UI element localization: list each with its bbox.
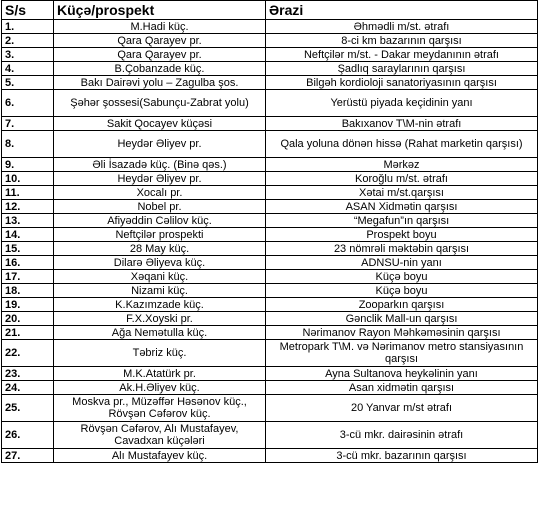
header-row bbox=[2, 1, 538, 20]
row-street: Rövşən Cəfərov, Alı Mustafayev, Cavadxan küçələri bbox=[54, 422, 266, 449]
table-row bbox=[2, 284, 538, 298]
row-number: 12. bbox=[2, 200, 54, 214]
row-area: Küçə boyu bbox=[266, 270, 538, 284]
row-number: 20. bbox=[2, 312, 54, 326]
table-row bbox=[2, 340, 538, 367]
header-street: Küçə/prospekt bbox=[54, 1, 266, 20]
row-street: Qara Qarayev pr. bbox=[54, 34, 266, 48]
row-area: Gənclik Mall-un qarşısı bbox=[266, 312, 538, 326]
row-street: M.K.Atatürk pr. bbox=[54, 367, 266, 381]
table-row bbox=[2, 381, 538, 395]
table-row bbox=[2, 48, 538, 62]
row-area: Neftçilər m/st. - Dakar meydanının ətrafı bbox=[266, 48, 538, 62]
row-number: 23. bbox=[2, 367, 54, 381]
table-row bbox=[2, 200, 538, 214]
row-number: 22. bbox=[2, 340, 54, 367]
row-street: Heydər Əliyev pr. bbox=[54, 131, 266, 158]
table-body bbox=[2, 20, 538, 463]
row-street: Alı Mustafayev küç. bbox=[54, 449, 266, 463]
row-street: Dilarə Əliyeva küç. bbox=[54, 256, 266, 270]
row-number: 6. bbox=[2, 90, 54, 117]
row-number: 21. bbox=[2, 326, 54, 340]
table-row bbox=[2, 90, 538, 117]
table-row bbox=[2, 270, 538, 284]
row-street: Qara Qarayev pr. bbox=[54, 48, 266, 62]
row-area: Şadlıq saraylarının qarşısı bbox=[266, 62, 538, 76]
row-street: Təbriz küç. bbox=[54, 340, 266, 367]
row-street: Əli İsazadə küç. (Binə qəs.) bbox=[54, 158, 266, 172]
table-row bbox=[2, 256, 538, 270]
row-street: Ağa Nemətulla küç. bbox=[54, 326, 266, 340]
row-area: Prospekt boyu bbox=[266, 228, 538, 242]
row-area: Zooparkın qarşısı bbox=[266, 298, 538, 312]
table-row bbox=[2, 172, 538, 186]
row-number: 11. bbox=[2, 186, 54, 200]
row-area: 3-cü mkr. bazarının qarşısı bbox=[266, 449, 538, 463]
row-area: Ayna Sultanova heykəlinin yanı bbox=[266, 367, 538, 381]
row-area: 20 Yanvar m/st ətrafı bbox=[266, 395, 538, 422]
row-area: Asan xidmətin qarşısı bbox=[266, 381, 538, 395]
table-row bbox=[2, 449, 538, 463]
table-row bbox=[2, 34, 538, 48]
row-area: Əhmədli m/st. ətrafı bbox=[266, 20, 538, 34]
row-number: 14. bbox=[2, 228, 54, 242]
row-area: Bilgəh kordioloji sanatoriyasının qarşısı bbox=[266, 76, 538, 90]
row-street: Neftçilər prospekti bbox=[54, 228, 266, 242]
row-number: 10. bbox=[2, 172, 54, 186]
row-street: Nizami küç. bbox=[54, 284, 266, 298]
row-area: Qala yoluna dönən hissə (Rahat marketin qarşısı) bbox=[266, 131, 538, 158]
row-street: Bakı Dairəvi yolu – Zagulba şos. bbox=[54, 76, 266, 90]
header-area: Ərazi bbox=[266, 1, 538, 20]
table-row bbox=[2, 186, 538, 200]
row-number: 26. bbox=[2, 422, 54, 449]
row-number: 24. bbox=[2, 381, 54, 395]
row-area: 3-cü mkr. dairəsinin ətrafı bbox=[266, 422, 538, 449]
row-street: Moskva pr., Müzəffər Həsənov küç., Rövşən Cəfərov küç. bbox=[54, 395, 266, 422]
row-area: ASAN Xidmətin qarşısı bbox=[266, 200, 538, 214]
row-number: 17. bbox=[2, 270, 54, 284]
row-area: ADNSU-nin yanı bbox=[266, 256, 538, 270]
table-row bbox=[2, 228, 538, 242]
row-street: Xəqani küç. bbox=[54, 270, 266, 284]
row-street: Afiyəddin Cəlilov küç. bbox=[54, 214, 266, 228]
streets-table bbox=[1, 0, 538, 463]
row-street: Nobel pr. bbox=[54, 200, 266, 214]
row-street: Sakit Qocayev küçəsi bbox=[54, 117, 266, 131]
table-row bbox=[2, 298, 538, 312]
table-row bbox=[2, 395, 538, 422]
row-number: 9. bbox=[2, 158, 54, 172]
row-area: Metropark T\M. və Nərimanov metro stansiyasının qarşısı bbox=[266, 340, 538, 367]
row-number: 1. bbox=[2, 20, 54, 34]
row-number: 7. bbox=[2, 117, 54, 131]
table-row bbox=[2, 131, 538, 158]
row-area: Bakıxanov T\M-nin ətrafı bbox=[266, 117, 538, 131]
row-number: 27. bbox=[2, 449, 54, 463]
table-row bbox=[2, 76, 538, 90]
row-area: Nərimanov Rayon Məhkəməsinin qarşısı bbox=[266, 326, 538, 340]
table-row bbox=[2, 326, 538, 340]
row-number: 5. bbox=[2, 76, 54, 90]
row-number: 16. bbox=[2, 256, 54, 270]
row-number: 19. bbox=[2, 298, 54, 312]
row-area: Yerüstü piyada keçidinin yanı bbox=[266, 90, 538, 117]
row-area: Xətai m/st.qarşısı bbox=[266, 186, 538, 200]
row-area: Koroğlu m/st. ətrafı bbox=[266, 172, 538, 186]
row-street: Şəhər şossesi(Sabunçu-Zabrat yolu) bbox=[54, 90, 266, 117]
table-row bbox=[2, 312, 538, 326]
row-street: K.Kazımzade küç. bbox=[54, 298, 266, 312]
row-street: Xocalı pr. bbox=[54, 186, 266, 200]
row-street: B.Çobanzade küç. bbox=[54, 62, 266, 76]
table-row bbox=[2, 117, 538, 131]
row-number: 25. bbox=[2, 395, 54, 422]
row-street: M.Hadi küç. bbox=[54, 20, 266, 34]
row-street: Heydər Əliyev pr. bbox=[54, 172, 266, 186]
row-number: 8. bbox=[2, 131, 54, 158]
row-number: 3. bbox=[2, 48, 54, 62]
row-area: “Megafun”ın qarşısı bbox=[266, 214, 538, 228]
table-row bbox=[2, 62, 538, 76]
table-row bbox=[2, 214, 538, 228]
row-street: F.X.Xoyski pr. bbox=[54, 312, 266, 326]
table-row bbox=[2, 367, 538, 381]
table-row bbox=[2, 242, 538, 256]
row-number: 2. bbox=[2, 34, 54, 48]
row-street: 28 May küç. bbox=[54, 242, 266, 256]
row-area: 23 nömrəli məktəbin qarşısı bbox=[266, 242, 538, 256]
row-number: 13. bbox=[2, 214, 54, 228]
row-street: Ak.H.Əliyev küç. bbox=[54, 381, 266, 395]
table-row bbox=[2, 158, 538, 172]
row-area: Küçə boyu bbox=[266, 284, 538, 298]
table-row bbox=[2, 20, 538, 34]
row-number: 18. bbox=[2, 284, 54, 298]
row-number: 4. bbox=[2, 62, 54, 76]
table-row bbox=[2, 422, 538, 449]
row-number: 15. bbox=[2, 242, 54, 256]
header-number: S/s bbox=[2, 1, 54, 20]
row-area: 8-ci km bazarının qarşısı bbox=[266, 34, 538, 48]
row-area: Mərkəz bbox=[266, 158, 538, 172]
